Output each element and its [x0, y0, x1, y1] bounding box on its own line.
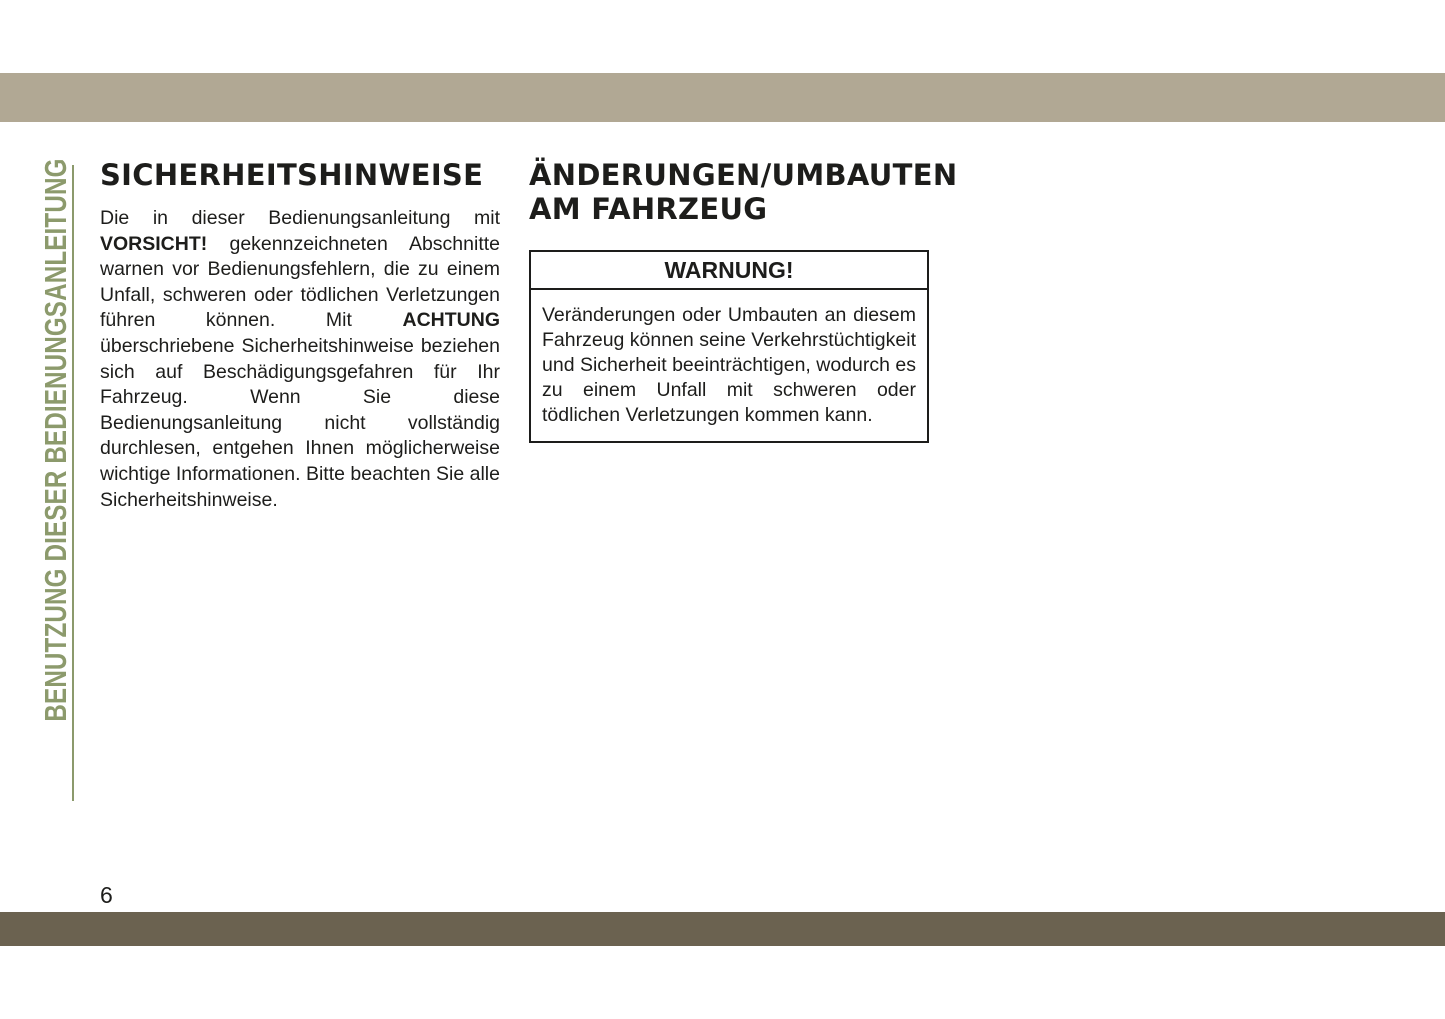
warning-box	[529, 250, 929, 443]
chapter-tab-label: BENUTZUNG DIESER BEDIENUNGSANLEITUNG	[38, 158, 73, 722]
footer-band	[0, 912, 1445, 946]
header-band	[0, 73, 1445, 122]
warning-text: Veränderungen oder Umbauten an diesem Fahrzeug können seine Verkehrstüchtigkeit und Sicherheit beeinträchtigen, wodurch es zu einem Unfall mit schweren oder tödlichen Verletzungen kommen kann.	[542, 304, 916, 426]
page-number: 6	[100, 882, 113, 908]
attention-keyword: ACHTUNG	[402, 309, 500, 332]
warning-title: WARNUNG!	[531, 252, 927, 290]
caution-keyword: VORSICHT!	[100, 232, 208, 255]
safety-notes-paragraph: Die in dieser Bedienungsanleitung mit VORSICHT! gekennzeichneten Abschnitte warnen vor Bedienungsfehlern, die zu einem Unfall, schweren oder tödlichen Verletzungen führen können. Mit ACHTUNG überschriebene Sicherheitshinweise beziehen sich auf Beschädigungsgefahren für Ihr Fahrzeug. Wenn Sie diese Bedienungsanleitung nicht vollständig durchlesen, entgehen Ihnen möglicherweise wichtige Informationen. Bitte beachten Sie alle Sicherheitshinweise.	[100, 207, 500, 511]
modifications-heading: ÄNDERUNGEN/UMBAUTEN AM FAHRZEUG	[529, 158, 958, 226]
modifications-section	[529, 158, 958, 443]
safety-notes-heading: SICHERHEITSHINWEISE	[100, 158, 484, 192]
safety-notes-section	[100, 158, 500, 513]
chapter-tab	[38, 158, 74, 801]
